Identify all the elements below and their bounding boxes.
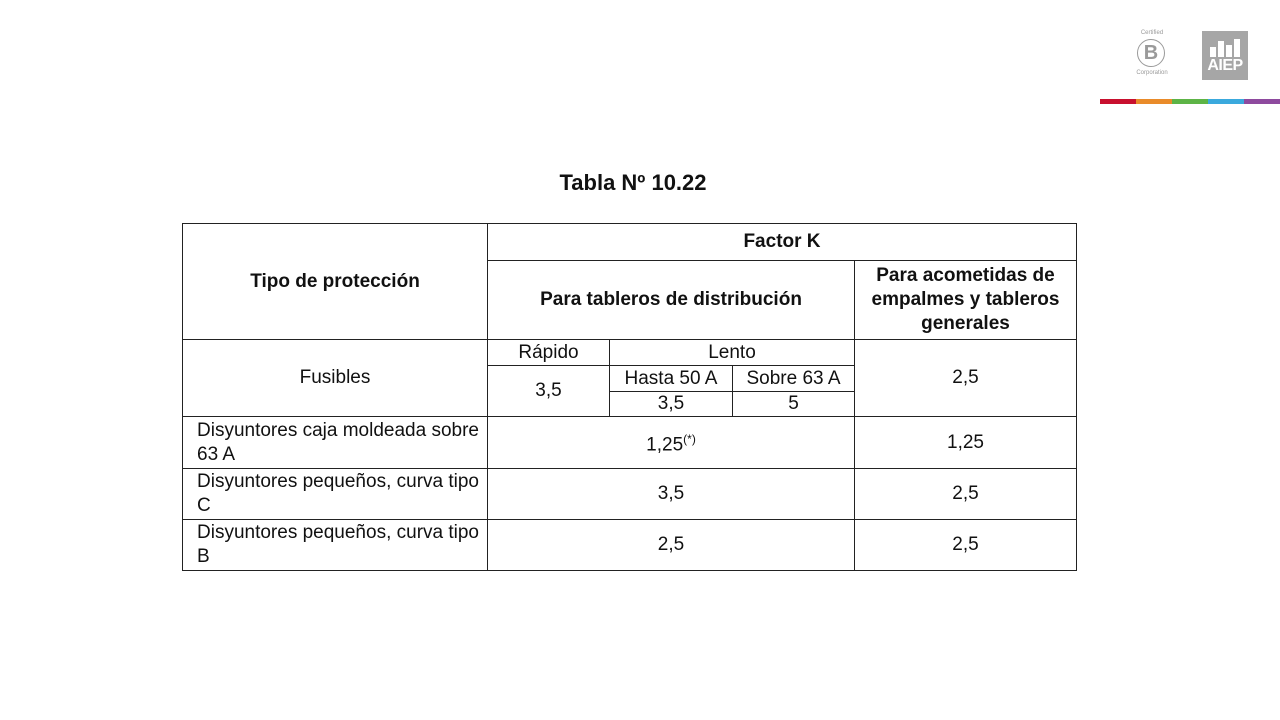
aiep-logo-text: AIEP — [1207, 57, 1243, 74]
bcorp-bottom-text: Corporation — [1136, 70, 1168, 76]
dist-value-text: 1,25 — [646, 434, 684, 456]
aiep-logo — [1202, 31, 1248, 80]
sub-header-sobre-63: Sobre 63 A — [733, 366, 855, 392]
factor-k-table — [182, 223, 1077, 571]
header-acometidas: Para acometidas de empalmes y tableros generales — [855, 261, 1077, 340]
color-segment — [1172, 99, 1208, 104]
header-tipo: Tipo de protección — [183, 224, 488, 340]
sub-header-rapido: Rápido — [488, 340, 610, 366]
header-factor-k: Factor K — [488, 224, 1077, 261]
row-label: Disyuntores pequeños, curva tipo B — [183, 520, 488, 571]
color-segment — [1136, 99, 1172, 104]
row-label: Disyuntores pequeños, curva tipo C — [183, 469, 488, 520]
fusibles-hasta-50-value: 3,5 — [610, 392, 733, 417]
building-icon — [1210, 39, 1240, 57]
bcorp-logo — [1134, 30, 1170, 80]
color-segment — [1208, 99, 1244, 104]
row-label: Disyuntores caja moldeada sobre 63 A — [183, 417, 488, 469]
dist-value — [488, 417, 855, 469]
bcorp-letter: B — [1137, 39, 1165, 67]
acometida-value: 2,5 — [855, 469, 1077, 520]
header-tableros: Para tableros de distribución — [488, 261, 855, 340]
page-title: Tabla Nº 10.22 — [559, 170, 707, 195]
sub-header-hasta-50: Hasta 50 A — [610, 366, 733, 392]
fusibles-acometida-value: 2,5 — [855, 340, 1077, 417]
fusibles-sobre-63-value: 5 — [733, 392, 855, 417]
fusibles-rapido-value: 3,5 — [488, 366, 610, 417]
footnote-mark: (*) — [683, 432, 696, 447]
bcorp-top-text: Certified — [1140, 30, 1164, 36]
acometida-value: 2,5 — [855, 520, 1077, 571]
sub-header-lento: Lento — [610, 340, 855, 366]
dist-value: 3,5 — [488, 469, 855, 520]
row-fusibles-label: Fusibles — [183, 340, 488, 417]
acometida-value: 1,25 — [855, 417, 1077, 469]
dist-value: 2,5 — [488, 520, 855, 571]
color-segment — [1244, 99, 1280, 104]
brand-color-bar — [1100, 99, 1280, 104]
color-segment — [1100, 99, 1136, 104]
